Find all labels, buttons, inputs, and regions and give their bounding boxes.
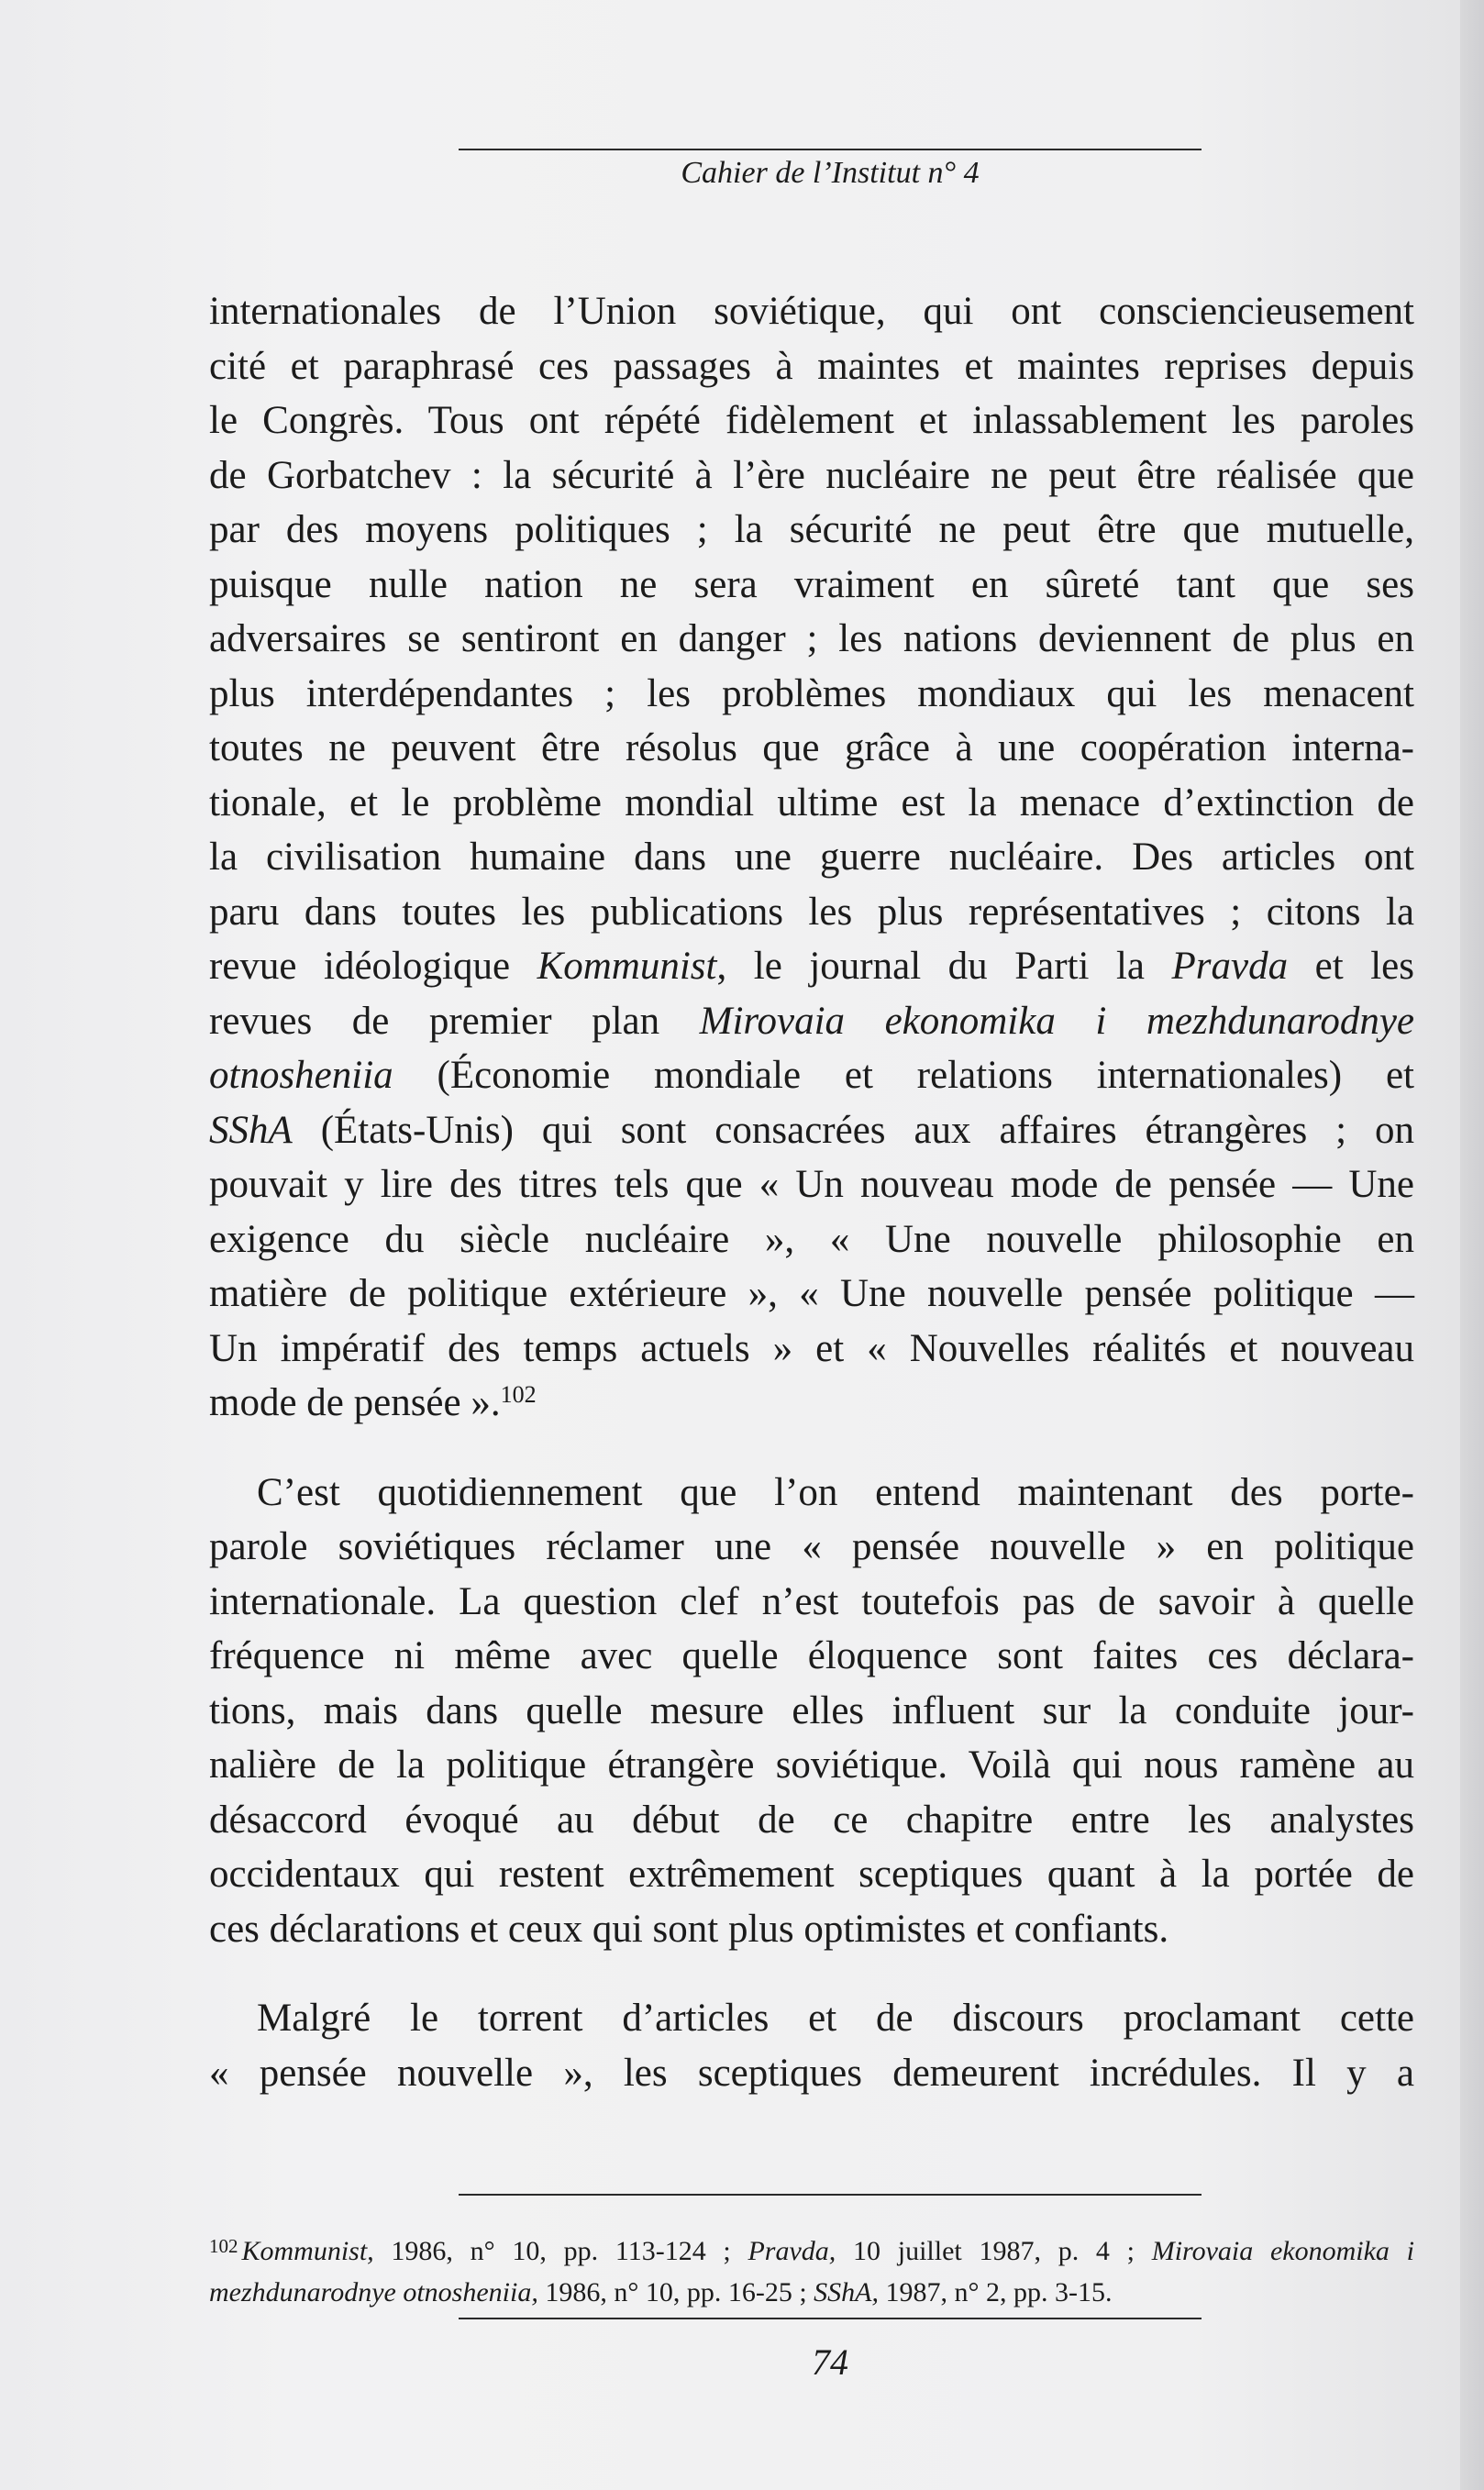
page-edge-shadow bbox=[1460, 0, 1484, 2490]
text-run: 1986, n° 10, pp. 16-25 ; bbox=[537, 2277, 814, 2307]
italic-title: Mirovaia ekonomika i bbox=[1151, 2236, 1414, 2266]
italic-title: mezhdunarodnye otnosheniia, bbox=[209, 2277, 538, 2307]
text-run: mode de pensée ». bbox=[209, 1381, 501, 1424]
text-line: Malgré le torrent d’articles et de discours proclamant cette bbox=[257, 1997, 1414, 2040]
running-head: Cahier de l’Institut n° 4 bbox=[681, 156, 980, 190]
text-run: et les bbox=[1288, 945, 1414, 988]
text-run: 1986, n° 10, pp. 113-124 ; bbox=[373, 2236, 748, 2266]
text-line bbox=[209, 1376, 1414, 1431]
text-line: paru dans toutes les publications les plus représentatives ; citons la bbox=[209, 890, 1414, 934]
text-line: « pensée nouvelle », les sceptiques demeurent incrédules. Il y a bbox=[209, 2051, 1414, 2095]
paragraph-1 bbox=[209, 284, 1414, 1431]
italic-title: Pravda, bbox=[748, 2236, 836, 2266]
text-line: de Gorbatchev : la sécurité à l’ère nucléaire ne peut être réalisée que bbox=[209, 453, 1414, 497]
paragraph-2 bbox=[209, 1466, 1414, 1957]
text-line: occidentaux qui restent extrêmement sceptiques quant à la portée de bbox=[209, 1853, 1414, 1896]
text-run: revue idéologique bbox=[209, 945, 537, 988]
text-line bbox=[209, 994, 1414, 1049]
italic-title: Pravda bbox=[1171, 945, 1289, 988]
text-line: adversaires se sentiront en danger ; les nations deviennent de plus en bbox=[209, 617, 1414, 660]
text-line: exigence du siècle nucléaire », « Une nouvelle philosophie en bbox=[209, 1217, 1414, 1261]
footnote bbox=[209, 2230, 1414, 2313]
text-line: parole soviétiques réclamer une « pensée nouvelle » en politique bbox=[209, 1525, 1414, 1568]
footnote-line bbox=[209, 2230, 1414, 2272]
text-line: le Congrès. Tous ont répété fidèlement et inlassablement les paroles bbox=[209, 399, 1414, 442]
footnote-number: 102 bbox=[209, 2235, 238, 2257]
text-line: nalière de la politique étrangère soviétique. Voilà qui nous ramène au bbox=[209, 1743, 1414, 1787]
text-line: puisque nulle nation ne sera vraiment en sûreté tant que ses bbox=[209, 562, 1414, 606]
bottom-rule bbox=[459, 2318, 1202, 2319]
footnote-rule bbox=[459, 2194, 1202, 2196]
text-line: désaccord évoqué au début de ce chapitre entre les analystes bbox=[209, 1798, 1414, 1842]
text-line: par des moyens politiques ; la sécurité ne peut être que mutuelle, bbox=[209, 508, 1414, 551]
text-line: cité et paraphrasé ces passages à maintes et maintes reprises depuis bbox=[209, 344, 1414, 388]
text-run: , le journal du Parti la bbox=[716, 945, 1172, 988]
text-line: internationale. La question clef n’est toutefois pas de savoir à quelle bbox=[209, 1579, 1414, 1623]
text-line: fréquence ni même avec quelle éloquence sont faites ces déclara- bbox=[209, 1634, 1414, 1677]
text-run: (Économie mondiale et relations internationales) et bbox=[393, 1054, 1414, 1097]
text-line: C’est quotidiennement que l’on entend maintenant des porte- bbox=[257, 1470, 1414, 1514]
text-line: internationales de l’Union soviétique, qui ont consciencieusement bbox=[209, 290, 1414, 333]
text-run: 1987, n° 2, pp. 3-15. bbox=[879, 2277, 1113, 2307]
text-run: revues de premier plan bbox=[209, 999, 700, 1043]
text-line: tionale, et le problème mondial ultime est la menace d’extinction de bbox=[209, 780, 1414, 824]
italic-title: Mirovaia ekonomika i mezhdunarodnye bbox=[699, 999, 1414, 1043]
footnote-line bbox=[209, 2272, 1414, 2313]
italic-title: SShA bbox=[209, 1108, 293, 1152]
text-line bbox=[209, 1048, 1414, 1103]
text-line bbox=[209, 939, 1414, 994]
text-run: (États-Unis) qui sont consacrées aux affaires étrangères ; on bbox=[292, 1108, 1414, 1152]
text-line: pouvait y lire des titres tels que « Un nouveau mode de pensée — Une bbox=[209, 1163, 1414, 1206]
text-line: toutes ne peuvent être résolus que grâce à une coopération interna- bbox=[209, 726, 1414, 769]
italic-title: otnosheniia bbox=[209, 1054, 393, 1097]
body-text bbox=[209, 284, 1414, 2100]
paragraph-3 bbox=[209, 1991, 1414, 2100]
text-line: tions, mais dans quelle mesure elles influent sur la conduite jour- bbox=[209, 1688, 1414, 1732]
italic-title: Kommunist bbox=[537, 945, 717, 988]
text-run: 10 juillet 1987, p. 4 ; bbox=[836, 2236, 1152, 2266]
text-line: plus interdépendantes ; les problèmes mondiaux qui les menacent bbox=[209, 671, 1414, 715]
text-line: la civilisation humaine dans une guerre nucléaire. Des articles ont bbox=[209, 836, 1414, 879]
text-line: Un impératif des temps actuels » et « Nouvelles réalités et nouveau bbox=[209, 1326, 1414, 1370]
italic-title: SShA, bbox=[814, 2277, 879, 2307]
text-line bbox=[209, 1103, 1414, 1158]
page-number: 74 bbox=[812, 2341, 848, 2383]
footnote-reference[interactable]: 102 bbox=[500, 1381, 537, 1408]
italic-title: Kommunist, bbox=[241, 2236, 374, 2266]
header-rule bbox=[459, 149, 1202, 150]
text-line: ces déclarations et ceux qui sont plus optimistes et confiants. bbox=[209, 1907, 1169, 1951]
text-line: matière de politique extérieure », « Une nouvelle pensée politique — bbox=[209, 1272, 1414, 1315]
